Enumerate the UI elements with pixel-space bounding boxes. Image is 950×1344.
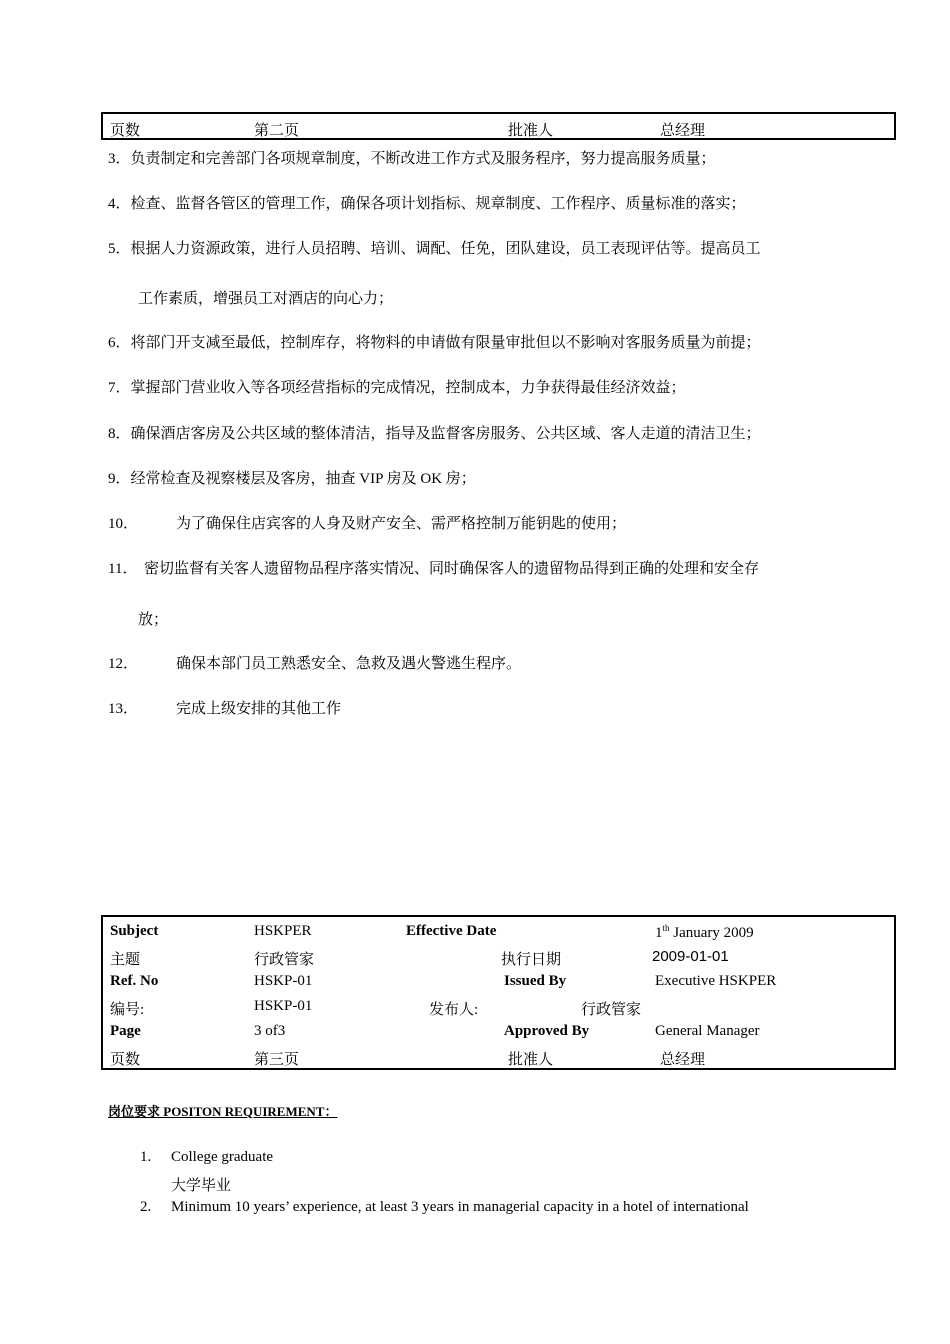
ref-no-value: HSKP-01	[254, 973, 313, 989]
duty-item	[108, 557, 759, 578]
duty-item	[108, 512, 626, 533]
requirement-text-cn: 大学毕业	[171, 1178, 232, 1194]
requirement-number: 1.	[140, 1149, 152, 1165]
page-value-cn: 第三页	[254, 1052, 300, 1068]
duty-number: 7．	[108, 380, 131, 396]
ref-no-value-cn: HSKP-01	[254, 998, 313, 1014]
duty-number: 6．	[108, 335, 131, 351]
duty-item	[108, 652, 521, 673]
effective-date-label-cn: 执行日期	[501, 952, 562, 968]
ref-no-label: Ref. No	[110, 973, 159, 989]
duty-text: 掌握部门营业收入等各项经营指标的完成情况，控制成本，力争获得最佳经济效益；	[130, 380, 686, 396]
duty-item	[108, 192, 746, 213]
page-header-table-top	[101, 112, 896, 140]
duty-text: 为了确保住店宾客的人身及财产安全、需严格控制万能钥匙的使用；	[176, 516, 627, 532]
ref-no-label-cn: 编号:	[110, 1002, 145, 1018]
duty-number: 9．	[108, 471, 131, 487]
duty-text-continued: 放；	[138, 612, 169, 628]
duty-number: 3．	[108, 151, 131, 167]
subject-value: HSKPER	[254, 923, 312, 939]
approved-label-cn: 批准人	[508, 123, 554, 139]
requirement-item	[140, 1199, 749, 1216]
duty-text: 确保酒店客房及公共区域的整体清洁，指导及监督客房服务、公共区域、客人走道的清洁卫生；	[130, 426, 761, 442]
issued-by-value: Executive HSKPER	[655, 973, 777, 989]
issued-by-label: Issued By	[504, 973, 567, 989]
approved-by-value: General Manager	[655, 1023, 760, 1039]
duty-text: 将部门开支减至最低，控制库存，将物料的申请做有限量审批但以不影响对客服务质量为前提；	[130, 335, 761, 351]
duty-text: 根据人力资源政策，进行人员招聘、培训、调配、任免，团队建设，员工表现评估等。提高员工	[130, 241, 761, 257]
duty-text: 检查、监督各管区的管理工作，确保各项计划指标、规章制度、工作程序、质量标准的落实；	[130, 196, 746, 212]
page-label-cn: 页数	[110, 1052, 141, 1068]
duty-text: 完成上级安排的其他工作	[176, 701, 342, 717]
duty-item	[108, 467, 476, 488]
subject-label-cn: 主题	[110, 952, 141, 968]
duty-text-continued: 工作素质，增强员工对酒店的向心力；	[138, 291, 394, 307]
requirement-text: College graduate	[171, 1149, 274, 1165]
subject-value-cn: 行政管家	[254, 952, 315, 968]
page-header-table	[101, 915, 896, 1070]
duty-text: 负责制定和完善部门各项规章制度，不断改进工作方式及服务程序，努力提高服务质量；	[130, 151, 716, 167]
approved-by-value-cn: 总经理	[660, 1052, 706, 1068]
duty-number: 8．	[108, 426, 131, 442]
duty-text: 确保本部门员工熟悉安全、急救及遇火警逃生程序。	[176, 656, 522, 672]
page-value-cn: 第二页	[254, 123, 300, 139]
effective-date-label: Effective Date	[406, 923, 497, 939]
issued-by-label-cn: 发布人:	[429, 1002, 479, 1018]
duty-number: 13．	[108, 701, 139, 717]
approved-by-label: Approved By	[504, 1023, 590, 1039]
requirement-item	[140, 1149, 274, 1166]
duty-number: 4．	[108, 196, 131, 212]
subject-label: Subject	[110, 923, 159, 939]
requirement-number: 2.	[140, 1199, 152, 1215]
duty-item	[108, 376, 686, 397]
duty-number: 5．	[108, 241, 131, 257]
duty-number: 11．	[108, 561, 138, 577]
duty-item	[108, 331, 761, 352]
page-value: 3 of3	[254, 1023, 286, 1039]
duty-item	[108, 422, 761, 443]
section-title-requirements: 岗位要求 POSITON REQUIREMENT：	[108, 1104, 338, 1119]
effective-date-value: 1th January 2009	[655, 923, 754, 941]
issued-by-value-cn: 行政管家	[581, 1002, 642, 1018]
duty-item	[108, 237, 761, 258]
duty-item	[108, 697, 341, 718]
duty-text: 密切监督有关客人遗留物品程序落实情况、同时确保客人的遗留物品得到正确的处理和安全存	[144, 561, 760, 577]
duty-text: 经常检查及视察楼层及客房，抽查 VIP 房及 OK 房；	[130, 471, 476, 487]
effective-date-value-cn: 2009-01-01	[652, 948, 729, 965]
requirement-text: Minimum 10 years’ experience, at least 3 years in managerial capacity in a hotel of international	[171, 1199, 749, 1215]
page-label: Page	[110, 1023, 141, 1039]
duty-number: 10．	[108, 516, 139, 532]
approved-value-cn: 总经理	[660, 123, 706, 139]
duty-item	[108, 147, 716, 168]
duty-number: 12．	[108, 656, 139, 672]
page-label-cn: 页数	[110, 123, 141, 139]
approved-by-label-cn: 批准人	[508, 1052, 554, 1068]
